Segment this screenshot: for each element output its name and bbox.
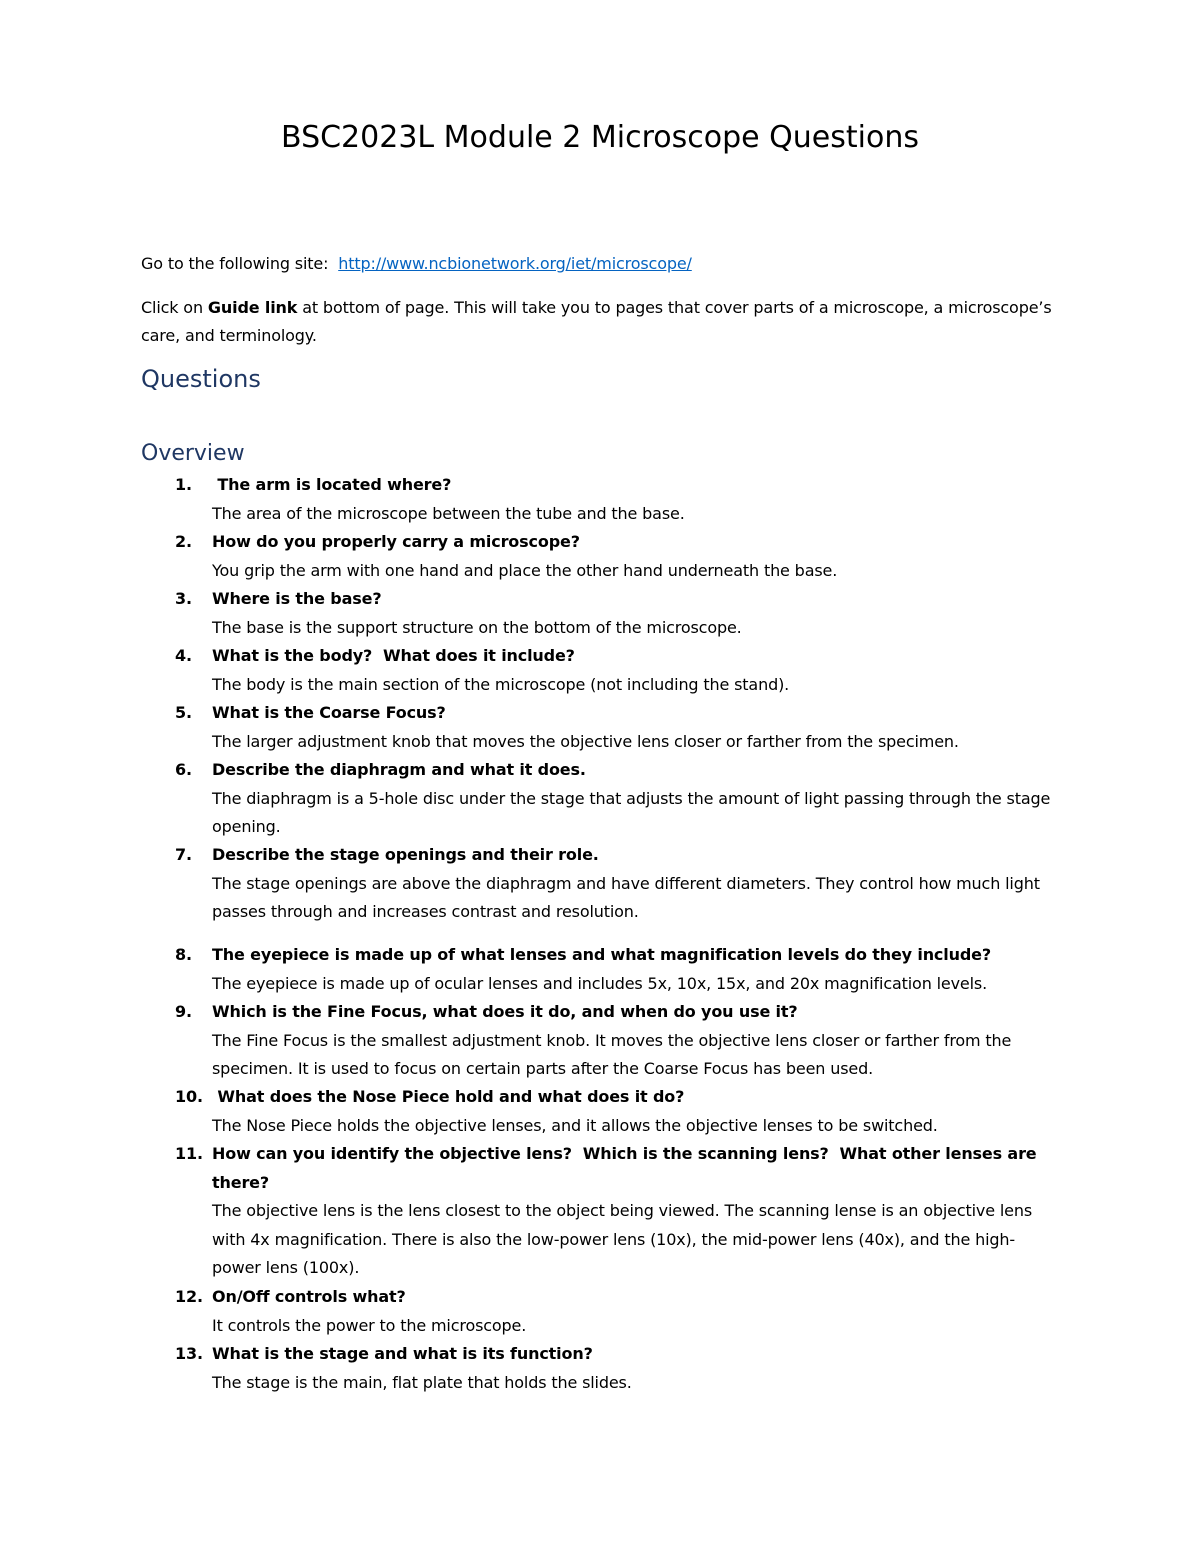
answer-text: The Nose Piece holds the objective lenses, and it allows the objective lenses to be switched. — [212, 1115, 938, 1135]
questions-heading: Questions — [141, 365, 261, 393]
question-item-11 — [141, 1140, 1071, 1283]
question-number: 12. — [175, 1287, 203, 1306]
question-text: How do you properly carry a microscope? — [212, 532, 580, 551]
question-number: 6. — [175, 760, 192, 779]
question-number: 10. — [175, 1087, 203, 1106]
question-number: 5. — [175, 703, 192, 722]
intro-site-prefix: Go to the following site: — [141, 254, 339, 273]
question-item-9 — [141, 998, 1071, 1084]
question-item-10 — [141, 1083, 1071, 1140]
question-text: The eyepiece is made up of what lenses and what magnification levels do they include? — [212, 945, 991, 964]
question-text: The arm is located where? — [212, 475, 452, 494]
answer-text: The body is the main section of the microscope (not including the stand). — [212, 674, 790, 694]
question-text: Which is the Fine Focus, what does it do, and when do you use it? — [212, 1002, 798, 1021]
question-item-8 — [141, 941, 1071, 998]
answer-text: The stage is the main, flat plate that holds the slides. — [212, 1372, 632, 1392]
answer-text: It controls the power to the microscope. — [212, 1315, 527, 1335]
answer-text: The base is the support structure on the bottom of the microscope. — [212, 617, 742, 637]
question-number: 2. — [175, 532, 192, 551]
question-number: 7. — [175, 845, 192, 864]
question-number: 11. — [175, 1144, 203, 1163]
answer-text: You grip the arm with one hand and place the other hand underneath the base. — [212, 560, 838, 580]
question-text: Describe the diaphragm and what it does. — [212, 760, 586, 779]
question-item-12 — [141, 1283, 1071, 1340]
question-number: 4. — [175, 646, 192, 665]
intro-site-line — [141, 250, 1061, 278]
question-text: On/Off controls what? — [212, 1287, 406, 1306]
question-text: Describe the stage openings and their role. — [212, 845, 599, 864]
answer-text: The area of the microscope between the tube and the base. — [212, 503, 685, 523]
answer-text: The eyepiece is made up of ocular lenses and includes 5x, 10x, 15x, and 20x magnification levels. — [212, 973, 988, 993]
question-item-7 — [141, 841, 1071, 927]
question-item-2 — [141, 528, 1071, 585]
question-text: Where is the base? — [212, 589, 382, 608]
question-item-5 — [141, 699, 1071, 756]
question-text: What is the body? What does it include? — [212, 646, 575, 665]
question-number: 13. — [175, 1344, 203, 1363]
page-title: BSC2023L Module 2 Microscope Questions — [281, 120, 919, 155]
microscope-site-link[interactable]: http://www.ncbionetwork.org/iet/microscope/ — [338, 254, 692, 273]
question-text: What does the Nose Piece hold and what does it do? — [212, 1087, 685, 1106]
answer-text: The objective lens is the lens closest to the object being viewed. The scanning lense is an objective lens with 4x magnification. There is also the low-power lens (10x), the mid-power lens (40x), and the high-power lens (100x). — [212, 1201, 1033, 1277]
intro-guide-instructions — [141, 294, 1061, 350]
question-item-6 — [141, 756, 1071, 842]
question-item-3 — [141, 585, 1071, 642]
question-number: 9. — [175, 1002, 192, 1021]
guide-link-text: Guide link — [207, 298, 298, 317]
question-item-4 — [141, 642, 1071, 699]
overview-heading: Overview — [141, 441, 245, 466]
intro-guide-prefix: Click on — [141, 298, 208, 317]
answer-text: The diaphragm is a 5-hole disc under the stage that adjusts the amount of light passing through the stage opening. — [212, 788, 1051, 836]
intro-guide-suffix: at bottom of page. This will take you to pages that cover parts of a microscope, a microscope’s care, and terminology. — [141, 298, 1052, 345]
question-text: What is the Coarse Focus? — [212, 703, 446, 722]
question-item-1 — [141, 471, 1071, 528]
question-text: How can you identify the objective lens? Which is the scanning lens? What other lenses are there? — [212, 1144, 1042, 1192]
question-item-13 — [141, 1340, 1071, 1397]
answer-text: The larger adjustment knob that moves the objective lens closer or farther from the specimen. — [212, 731, 959, 751]
answer-text: The Fine Focus is the smallest adjustment knob. It moves the objective lens closer or farther from the specimen. It is used to focus on certain parts after the Coarse Focus has been used. — [212, 1030, 1012, 1078]
question-number: 3. — [175, 589, 192, 608]
answer-text: The stage openings are above the diaphragm and have different diameters. They control how much light passes through and increases contrast and resolution. — [212, 873, 1040, 921]
question-number: 8. — [175, 945, 192, 964]
question-number: 1. — [175, 475, 192, 494]
question-text: What is the stage and what is its function? — [212, 1344, 593, 1363]
